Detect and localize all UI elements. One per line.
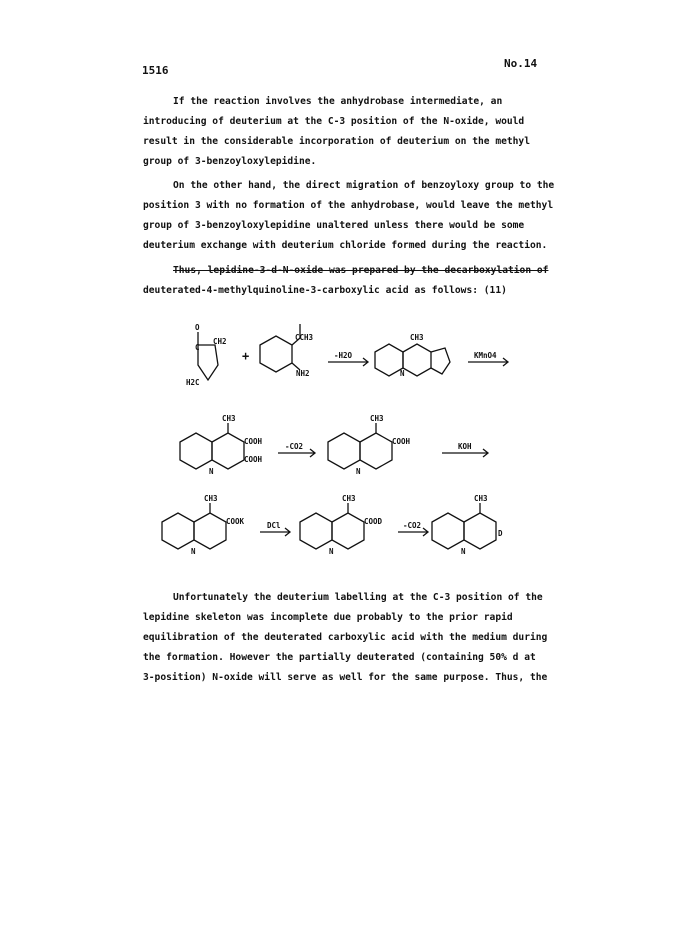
label-n: N — [191, 547, 196, 556]
label-c: C — [195, 343, 200, 352]
label-n: N — [400, 369, 405, 378]
label-nh2: NH2 — [296, 369, 310, 378]
arrow-label-koh: KOH — [458, 442, 472, 451]
benzene-ring — [328, 433, 360, 469]
pyridine-ring — [212, 433, 244, 469]
pyridine-ring — [332, 513, 364, 549]
pyridine-ring — [464, 513, 496, 549]
label-h2c: H2C — [186, 378, 200, 387]
benzene-ring — [162, 513, 194, 549]
arrow-label-h2o: -H2O — [334, 351, 353, 360]
text-line: lepidine skeleton was incomplete due probably to the prior rapid — [143, 612, 513, 623]
text-line: deuterium exchange with deuterium chloride formed during the reaction. — [143, 240, 548, 251]
label-cood: COOD — [364, 517, 383, 526]
anhydride-ring — [198, 345, 218, 380]
benzene-ring — [300, 513, 332, 549]
label-n: N — [329, 547, 334, 556]
text-line: Thus, lepidine-3-d-N-oxide was prepared by the decarboxylation of — [173, 265, 549, 276]
reaction-scheme — [150, 310, 550, 570]
text-line: On the other hand, the direct migration of benzoyloxy group to the — [173, 180, 555, 191]
text-line: equilibration of the deuterated carboxylic acid with the medium during — [143, 632, 548, 643]
label-ch3: CH3 — [370, 414, 384, 423]
label-ch3: CH3 — [222, 414, 236, 423]
label-ch3: CH3 — [204, 494, 218, 503]
label-cooh: COOH — [392, 437, 411, 446]
paragraph-4 — [143, 588, 548, 688]
arrow-label-kmno4: KMnO4 — [474, 351, 497, 360]
arrow-label-co2: -CO2 — [403, 521, 422, 530]
label-n: N — [356, 467, 361, 476]
text-line: result in the considerable incorporation of deuterium on the methyl — [143, 136, 530, 147]
label-n: N — [461, 547, 466, 556]
paragraph-2 — [143, 176, 555, 256]
label-ch3: CH3 — [410, 333, 424, 342]
pyridine-ring — [194, 513, 226, 549]
benzene-ring — [432, 513, 464, 549]
label-ch3: CH3 — [474, 494, 488, 503]
arrow-label-dcl: DCl — [267, 521, 281, 530]
text-line: If the reaction involves the anhydrobase intermediate, an — [173, 96, 503, 107]
arrow-label-co2: -CO2 — [285, 442, 304, 451]
benzene-ring — [375, 344, 403, 376]
text-line: deuterated-4-methylquinoline-3-carboxylic acid as follows: (11) — [143, 285, 507, 296]
plus-sign: + — [242, 349, 250, 363]
pyridine-ring — [360, 433, 392, 469]
label-cooh: COOH — [244, 437, 263, 446]
benzene-ring — [180, 433, 212, 469]
label-ch2: CH2 — [213, 337, 227, 346]
paragraph-1 — [143, 92, 543, 172]
label-ch3: CH3 — [342, 494, 356, 503]
text-line: Unfortunately the deuterium labelling at the C-3 position of the — [173, 592, 543, 603]
issue-number: No.14 — [504, 57, 538, 70]
text-line: 3-position) N-oxide will serve as well for the same purpose. Thus, the — [143, 672, 548, 683]
text-line: the formation. However the partially deuterated (containing 50% d at — [143, 652, 536, 663]
label-cooh: COOH — [244, 455, 263, 464]
text-line: group of 3-benzoyloxylepidine. — [143, 156, 317, 167]
label-d: D — [498, 529, 503, 538]
paragraph-3 — [143, 261, 549, 301]
text-line: introducing of deuterium at the C-3 position of the N-oxide, would — [143, 116, 525, 127]
benzene-ring — [260, 336, 292, 372]
label-cook: COOK — [226, 517, 245, 526]
label-o: O — [195, 323, 200, 332]
pyridine-ring — [403, 344, 431, 376]
page-number: 1516 — [142, 64, 169, 77]
text-line: position 3 with no formation of the anhydrobase, would leave the methyl — [143, 200, 554, 211]
text-line: group of 3-benzoyloxylepidine unaltered unless there would be some — [143, 220, 525, 231]
lactone-ring — [431, 348, 450, 374]
label-cch3: CCH3 — [295, 333, 314, 342]
label-n: N — [209, 467, 214, 476]
